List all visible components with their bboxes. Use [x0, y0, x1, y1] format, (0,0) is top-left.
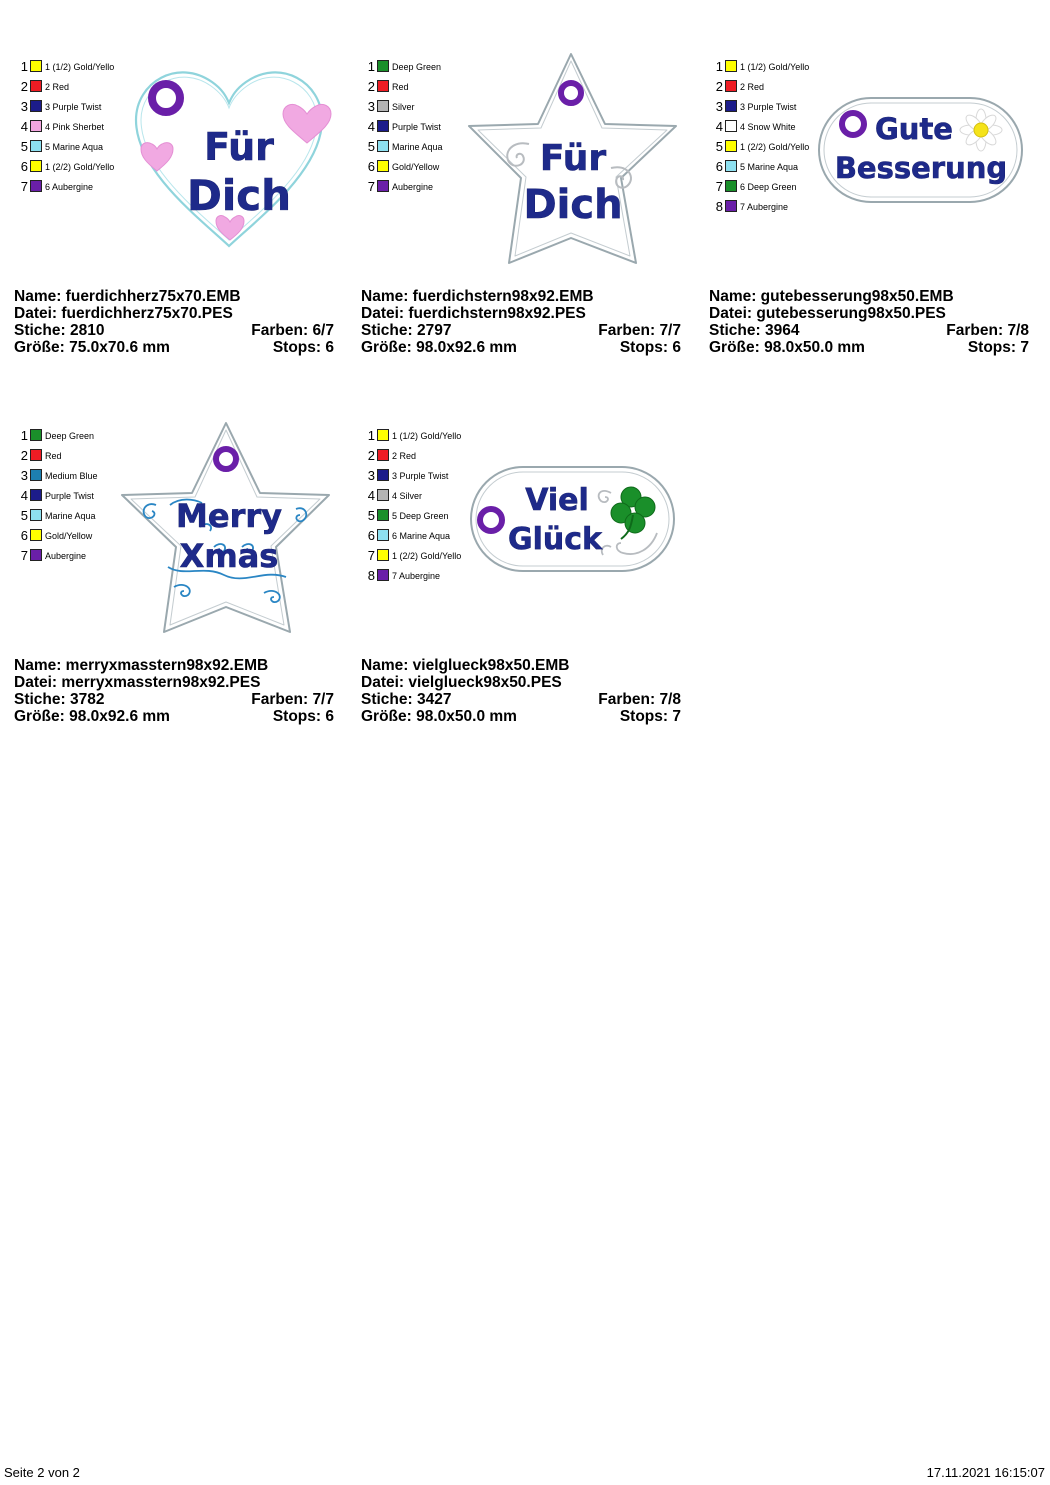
- legend-row: [365, 98, 475, 118]
- thread-name: 7 Aubergine: [392, 571, 441, 581]
- stop-count: Stops: 7: [619, 708, 681, 725]
- thread-name: Silver: [392, 102, 415, 112]
- name-row: [361, 657, 681, 674]
- thread-name: 1 (1/2) Gold/Yello: [740, 62, 810, 72]
- legend-number: 2: [20, 448, 28, 463]
- color-legend: [365, 58, 475, 198]
- thread-name: 3 Purple Twist: [392, 471, 449, 481]
- legend-number: 6: [367, 159, 375, 174]
- color-swatch: [30, 100, 42, 112]
- color-count: Farben: 7/7: [598, 322, 681, 339]
- color-swatch: [725, 140, 737, 152]
- legend-row: [713, 58, 823, 78]
- embroidery-text-line2: Dich: [186, 171, 292, 220]
- stitches-row: [14, 691, 334, 708]
- legend-row: [18, 78, 128, 98]
- file-row: [361, 674, 681, 691]
- file-row: [14, 674, 334, 691]
- thread-name: Red: [45, 451, 62, 461]
- thread-name: 3 Purple Twist: [45, 102, 102, 112]
- legend-row: [365, 78, 475, 98]
- design-info: [709, 288, 1029, 356]
- legend-number: 3: [20, 99, 28, 114]
- size-row: [361, 708, 681, 725]
- color-swatch: [30, 120, 42, 132]
- thread-name: 1 (1/2) Gold/Yello: [392, 431, 462, 441]
- thread-name: Deep Green: [45, 431, 95, 441]
- design-name: Name: gutebesserung98x50.EMB: [709, 288, 954, 305]
- legend-row: [713, 198, 823, 218]
- embroidery-text-line1: Gute: [875, 112, 953, 146]
- thread-name: 7 Aubergine: [740, 202, 789, 212]
- design-info: [14, 288, 334, 356]
- thread-name: Aubergine: [392, 182, 434, 192]
- color-legend: [713, 58, 823, 218]
- color-swatch: [377, 120, 389, 132]
- color-swatch: [725, 100, 737, 112]
- thread-name: 3 Purple Twist: [740, 102, 797, 112]
- thread-name: Medium Blue: [45, 471, 98, 481]
- color-count: Farben: 6/7: [251, 322, 334, 339]
- legend-number: 3: [715, 99, 723, 114]
- design-size: Größe: 98.0x50.0 mm: [709, 339, 865, 356]
- color-swatch: [30, 140, 42, 152]
- legend-number: 4: [367, 488, 375, 503]
- legend-number: 2: [715, 79, 723, 94]
- legend-number: 6: [367, 528, 375, 543]
- stitches-row: [361, 322, 681, 339]
- legend-row: [365, 547, 475, 567]
- legend-row: [18, 507, 128, 527]
- stitch-count: Stiche: 3427: [361, 691, 452, 708]
- size-row: [14, 339, 334, 356]
- legend-row: [365, 427, 475, 447]
- stitch-count: Stiche: 3964: [709, 322, 800, 339]
- print-timestamp: 17.11.2021 16:15:07: [926, 1465, 1045, 1480]
- thread-name: 1 (1/2) Gold/Yello: [45, 62, 115, 72]
- legend-number: 8: [367, 568, 375, 583]
- color-swatch: [377, 509, 389, 521]
- legend-row: [365, 467, 475, 487]
- name-row: [14, 657, 334, 674]
- legend-number: 3: [367, 99, 375, 114]
- color-count: Farben: 7/8: [946, 322, 1029, 339]
- legend-number: 7: [20, 548, 28, 563]
- thread-name: 2 Red: [45, 82, 70, 92]
- legend-row: [18, 547, 128, 567]
- thread-name: 4 Silver: [392, 491, 423, 501]
- design-info: [14, 657, 334, 725]
- embroidery-preview-heart: [114, 48, 344, 278]
- color-swatch: [377, 469, 389, 481]
- legend-number: 7: [367, 179, 375, 194]
- design-file: Datei: fuerdichstern98x92.PES: [361, 305, 586, 322]
- legend-number: 4: [715, 119, 723, 134]
- legend-row: [365, 507, 475, 527]
- design-info: [361, 288, 681, 356]
- page-number: Seite 2 von 2: [4, 1465, 80, 1480]
- thread-name: 5 Marine Aqua: [45, 142, 104, 152]
- legend-row: [713, 158, 823, 178]
- stop-count: Stops: 6: [272, 339, 334, 356]
- color-swatch: [30, 180, 42, 192]
- legend-number: 5: [367, 139, 375, 154]
- legend-row: [713, 98, 823, 118]
- legend-number: 4: [20, 119, 28, 134]
- thread-name: Marine Aqua: [45, 511, 96, 521]
- thread-name: 4 Pink Sherbet: [45, 122, 105, 132]
- size-row: [14, 708, 334, 725]
- legend-row: [713, 178, 823, 198]
- legend-number: 6: [20, 528, 28, 543]
- embroidery-text-line1: Für: [204, 125, 274, 169]
- color-swatch: [30, 469, 42, 481]
- design-card-heart: [14, 30, 344, 370]
- stitch-count: Stiche: 2797: [361, 322, 452, 339]
- color-swatch: [377, 489, 389, 501]
- color-swatch: [377, 80, 389, 92]
- color-count: Farben: 7/8: [598, 691, 681, 708]
- thread-name: Deep Green: [392, 62, 442, 72]
- thread-name: 6 Aubergine: [45, 182, 94, 192]
- legend-number: 2: [367, 79, 375, 94]
- legend-row: [713, 138, 823, 158]
- legend-row: [18, 467, 128, 487]
- legend-row: [365, 178, 475, 198]
- thread-name: 5 Marine Aqua: [740, 162, 799, 172]
- color-swatch: [377, 569, 389, 581]
- name-row: [709, 288, 1029, 305]
- design-info: [361, 657, 681, 725]
- thread-name: 1 (2/2) Gold/Yello: [740, 142, 810, 152]
- stop-count: Stops: 7: [967, 339, 1029, 356]
- legend-number: 6: [715, 159, 723, 174]
- legend-row: [18, 98, 128, 118]
- design-size: Größe: 98.0x50.0 mm: [361, 708, 517, 725]
- color-legend: [18, 427, 128, 567]
- legend-row: [713, 118, 823, 138]
- thread-name: Aubergine: [45, 551, 87, 561]
- color-swatch: [30, 80, 42, 92]
- stitches-row: [14, 322, 334, 339]
- legend-number: 3: [20, 468, 28, 483]
- design-file: Datei: vielglueck98x50.PES: [361, 674, 562, 691]
- design-name: Name: vielglueck98x50.EMB: [361, 657, 570, 674]
- legend-row: [365, 567, 475, 587]
- color-swatch: [377, 180, 389, 192]
- legend-row: [18, 427, 128, 447]
- color-count: Farben: 7/7: [251, 691, 334, 708]
- file-row: [361, 305, 681, 322]
- size-row: [361, 339, 681, 356]
- embroidery-preview-star: [114, 417, 344, 647]
- legend-row: [365, 118, 475, 138]
- legend-number: 1: [367, 59, 375, 74]
- color-swatch: [30, 160, 42, 172]
- legend-number: 7: [367, 548, 375, 563]
- legend-row: [365, 447, 475, 467]
- design-card-merry-xmas: [14, 399, 344, 739]
- thread-name: 5 Deep Green: [392, 511, 449, 521]
- color-swatch: [30, 489, 42, 501]
- embroidery-text-line1: Viel: [525, 483, 589, 518]
- thread-name: Gold/Yellow: [45, 531, 93, 541]
- design-card-gute-besserung: [709, 30, 1039, 370]
- thread-name: Red: [392, 82, 409, 92]
- design-name: Name: fuerdichstern98x92.EMB: [361, 288, 594, 305]
- thread-name: 2 Red: [392, 451, 417, 461]
- color-swatch: [725, 160, 737, 172]
- color-swatch: [30, 60, 42, 72]
- color-swatch: [377, 449, 389, 461]
- stop-count: Stops: 6: [619, 339, 681, 356]
- legend-number: 4: [367, 119, 375, 134]
- embroidery-text-line2: Glück: [508, 522, 602, 557]
- legend-row: [18, 487, 128, 507]
- legend-number: 2: [367, 448, 375, 463]
- name-row: [361, 288, 681, 305]
- legend-row: [365, 138, 475, 158]
- legend-number: 6: [20, 159, 28, 174]
- color-swatch: [30, 509, 42, 521]
- legend-row: [713, 78, 823, 98]
- color-swatch: [377, 160, 389, 172]
- embroidery-text-line1: Für: [539, 138, 607, 179]
- color-swatch: [377, 60, 389, 72]
- design-size: Größe: 98.0x92.6 mm: [14, 708, 170, 725]
- file-row: [14, 305, 334, 322]
- thread-name: 1 (2/2) Gold/Yello: [392, 551, 462, 561]
- legend-number: 5: [367, 508, 375, 523]
- embroidery-preview-oval: [461, 417, 691, 647]
- color-swatch: [725, 60, 737, 72]
- stop-count: Stops: 6: [272, 708, 334, 725]
- stitch-count: Stiche: 3782: [14, 691, 105, 708]
- color-swatch: [30, 529, 42, 541]
- embroidery-preview-star: [461, 48, 691, 278]
- color-swatch: [377, 100, 389, 112]
- legend-number: 1: [20, 59, 28, 74]
- legend-row: [18, 58, 128, 78]
- color-swatch: [725, 200, 737, 212]
- thread-name: 1 (2/2) Gold/Yello: [45, 162, 115, 172]
- legend-row: [18, 447, 128, 467]
- legend-number: 8: [715, 199, 723, 214]
- color-swatch: [377, 529, 389, 541]
- design-file: Datei: gutebesserung98x50.PES: [709, 305, 946, 322]
- thread-name: Marine Aqua: [392, 142, 443, 152]
- color-swatch: [377, 429, 389, 441]
- legend-number: 4: [20, 488, 28, 503]
- legend-row: [365, 527, 475, 547]
- thread-name: Gold/Yellow: [392, 162, 440, 172]
- design-name: Name: fuerdichherz75x70.EMB: [14, 288, 241, 305]
- color-swatch: [30, 549, 42, 561]
- legend-number: 5: [20, 139, 28, 154]
- color-swatch: [725, 180, 737, 192]
- thread-name: 6 Deep Green: [740, 182, 797, 192]
- embroidery-text-line2: Xmas: [179, 537, 279, 575]
- color-legend: [365, 427, 475, 587]
- color-legend: [18, 58, 128, 198]
- legend-number: 1: [367, 428, 375, 443]
- legend-number: 3: [367, 468, 375, 483]
- legend-row: [18, 158, 128, 178]
- thread-name: 6 Marine Aqua: [392, 531, 451, 541]
- legend-number: 7: [20, 179, 28, 194]
- embroidery-preview-oval: [809, 48, 1039, 278]
- design-file: Datei: fuerdichherz75x70.PES: [14, 305, 233, 322]
- color-swatch: [377, 549, 389, 561]
- embroidery-text-line1: Merry: [176, 497, 282, 535]
- color-swatch: [725, 80, 737, 92]
- color-swatch: [30, 449, 42, 461]
- legend-number: 1: [715, 59, 723, 74]
- embroidery-text-line2: Besserung: [834, 151, 1008, 185]
- stitches-row: [361, 691, 681, 708]
- design-size: Größe: 98.0x92.6 mm: [361, 339, 517, 356]
- embroidery-text-line2: Dich: [523, 182, 623, 228]
- color-swatch: [30, 429, 42, 441]
- legend-number: 7: [715, 179, 723, 194]
- size-row: [709, 339, 1029, 356]
- legend-row: [365, 58, 475, 78]
- stitches-row: [709, 322, 1029, 339]
- design-card-star-fuer-dich: [361, 30, 691, 370]
- name-row: [14, 288, 334, 305]
- legend-row: [18, 527, 128, 547]
- legend-row: [18, 118, 128, 138]
- legend-number: 5: [715, 139, 723, 154]
- legend-row: [18, 178, 128, 198]
- legend-number: 2: [20, 79, 28, 94]
- legend-row: [365, 158, 475, 178]
- color-swatch: [725, 120, 737, 132]
- thread-name: Purple Twist: [392, 122, 441, 132]
- stitch-count: Stiche: 2810: [14, 322, 105, 339]
- legend-row: [365, 487, 475, 507]
- design-card-viel-glueck: [361, 399, 691, 739]
- legend-number: 5: [20, 508, 28, 523]
- design-file: Datei: merryxmasstern98x92.PES: [14, 674, 261, 691]
- thread-name: 2 Red: [740, 82, 765, 92]
- color-swatch: [377, 140, 389, 152]
- design-size: Größe: 75.0x70.6 mm: [14, 339, 170, 356]
- thread-name: 4 Snow White: [740, 122, 796, 132]
- thread-name: Purple Twist: [45, 491, 94, 501]
- legend-row: [18, 138, 128, 158]
- legend-number: 1: [20, 428, 28, 443]
- design-name: Name: merryxmasstern98x92.EMB: [14, 657, 269, 674]
- file-row: [709, 305, 1029, 322]
